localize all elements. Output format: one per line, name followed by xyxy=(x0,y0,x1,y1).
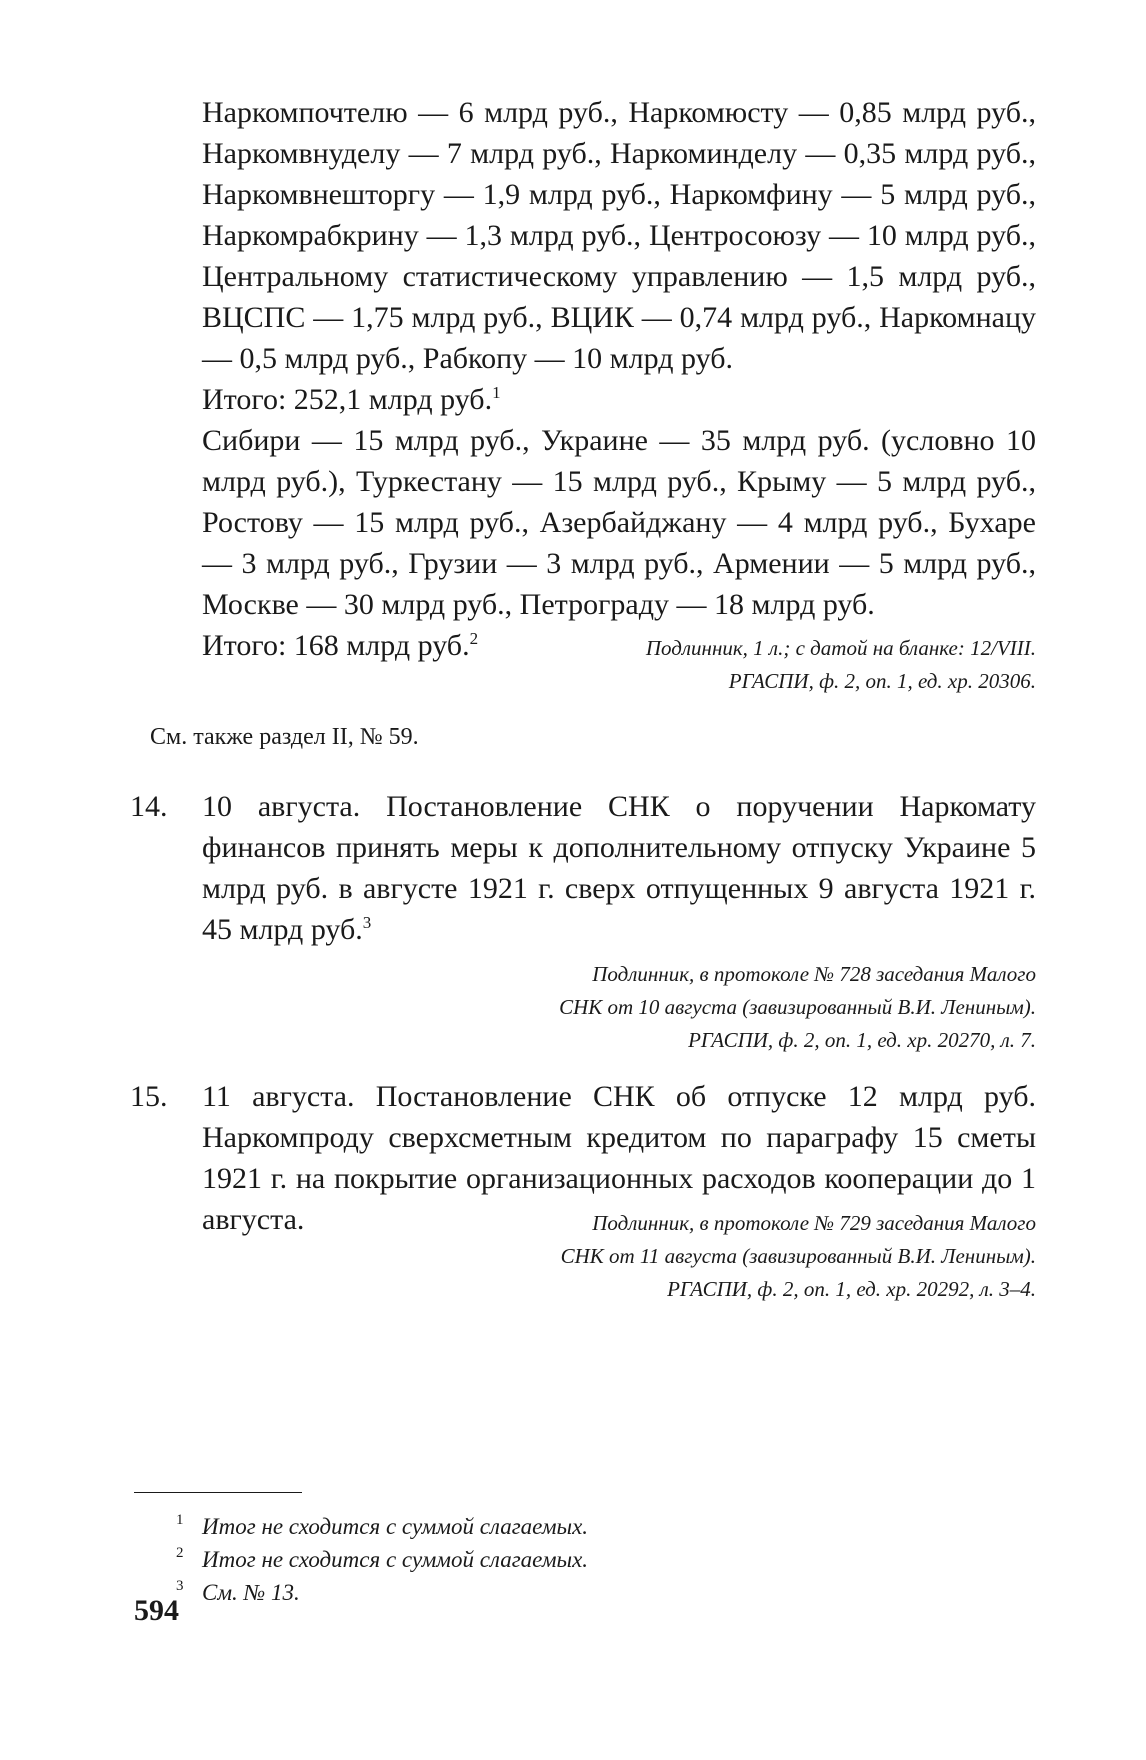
document-number: 14. xyxy=(130,790,168,823)
footnote-mark: 3 xyxy=(176,1578,184,1594)
footnote-3 xyxy=(176,1576,588,1609)
footnote-mark: 1 xyxy=(176,1512,184,1528)
total-line-1: Итого: 252,1 млрд руб.$^1$ xyxy=(202,383,501,416)
source-line: РГАСПИ, ф. 2, оп. 1, ед. хр. 20270, л. 7. xyxy=(688,1028,1036,1052)
footnote-1 xyxy=(176,1510,588,1543)
page-number: 594 xyxy=(134,1594,179,1627)
document-number: 15. xyxy=(130,1080,168,1113)
footnote-ref-3[interactable]: 3 xyxy=(362,913,372,932)
archival-source-doc14 xyxy=(559,958,1036,1057)
footnote-text: Итог не сходится с суммой слагаемых. xyxy=(202,1547,589,1572)
document-description: 10 августа. Постановление СНК о поручении Наркомату финансов принять меры к дополнительному отпуску Украине 5 млрд руб. в августе 1921 г. сверх отпущенных 9 августа 1921 г. 45 млрд руб.$^3$ xyxy=(202,790,1036,946)
footnote-ref-1[interactable]: 1 xyxy=(492,383,501,402)
document-description: 11 августа. Постановление СНК об отпуске 12 млрд руб. Наркомпроду сверхсметным кредитом по параграфу 15 сметы 1921 г. на покрытие организационных расходов кооперации до 1 августа. xyxy=(202,1080,1036,1236)
allocations-paragraph-commissariats: Наркомпочтелю — 6 млрд руб., Наркомюсту — 0,85 млрд руб., Наркомвнуделу — 7 млрд руб., Наркоминделу — 0,35 млрд руб., Наркомвнешторгу — 1,9 млрд руб., Наркомфину — 5 млрд руб., Наркомрабкрину — 1,3 млрд руб., Центросоюзу — 10 млрд руб., Центральному статистическому управлению — 1,5 млрд руб., ВЦСПС — 1,75 млрд руб., ВЦИК — 0,74 млрд руб., Наркомнацу — 0,5 млрд руб., Рабкопу — 10 млрд руб. xyxy=(202,96,1036,375)
allocations-paragraph-regions: Сибири — 15 млрд руб., Украине — 35 млрд руб. (условно 10 млрд руб.), Туркестану — 15 млрд руб., Крыму — 5 млрд руб., Ростову — 15 млрд руб., Азербайджану — 4 млрд руб., Бухаре — 3 млрд руб., Грузии — 3 млрд руб., Армении — 5 млрд руб., Москве — 30 млрд руб., Петрограду — 18 млрд руб. xyxy=(202,424,1036,621)
source-line: СНК от 10 августа (завизированный В.И. Лениным). xyxy=(559,995,1036,1019)
budget-allocations-block xyxy=(202,92,1036,666)
source-line: РГАСПИ, ф. 2, оп. 1, ед. хр. 20306. xyxy=(728,669,1036,693)
footnote-text: Итог не сходится с суммой слагаемых. xyxy=(202,1514,589,1539)
source-line: РГАСПИ, ф. 2, оп. 1, ед. хр. 20292, л. 3–4. xyxy=(667,1277,1036,1301)
see-also-reference: См. также раздел II, № 59. xyxy=(150,724,419,750)
footnote-ref-2[interactable]: 2 xyxy=(469,629,479,648)
document-entry-14 xyxy=(130,786,1036,950)
archival-source-doc15 xyxy=(561,1207,1036,1306)
footnote-2 xyxy=(176,1543,588,1576)
source-line: Подлинник, в протоколе № 729 заседания Малого xyxy=(592,1211,1036,1235)
footnote-text: См. № 13. xyxy=(202,1580,300,1605)
archival-source-block1 xyxy=(646,632,1036,698)
source-line: СНК от 11 августа (завизированный В.И. Лениным). xyxy=(560,1244,1036,1268)
source-line: Подлинник, 1 л.; с датой на бланке: 12/VIII. xyxy=(645,636,1036,660)
total-line-2: Итого: 168 млрд руб.$^2$ xyxy=(202,629,479,662)
footnotes xyxy=(176,1510,588,1609)
footnote-mark: 2 xyxy=(176,1545,184,1561)
footnote-separator xyxy=(134,1492,302,1493)
source-line: Подлинник, в протоколе № 728 заседания Малого xyxy=(592,962,1036,986)
